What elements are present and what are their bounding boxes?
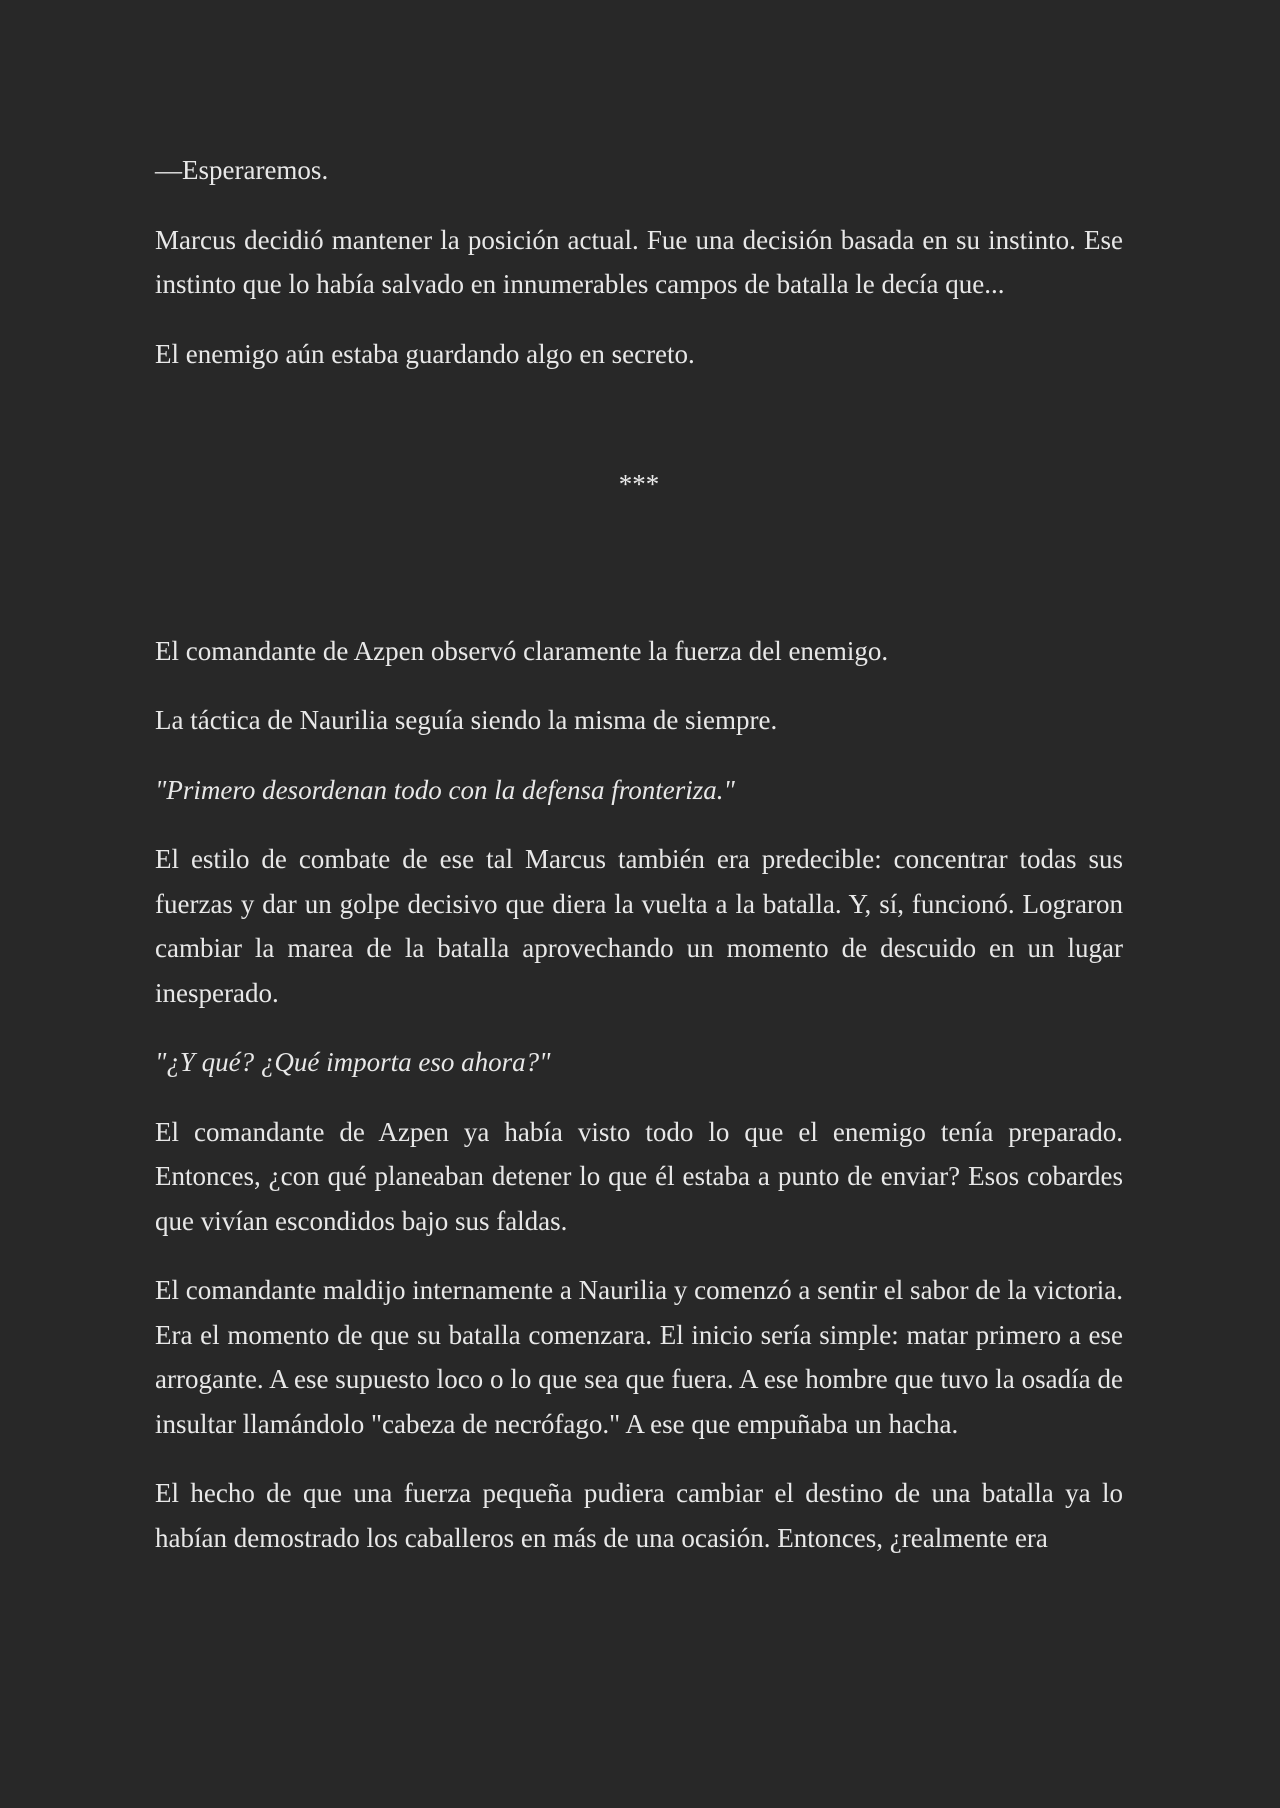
- reader-page: [155, 148, 1123, 1585]
- italic-thought: "Primero desordenan todo con la defensa fronteriza.": [155, 774, 735, 805]
- paragraph: El comandante maldijo internamente a Naurilia y comenzó a sentir el sabor de la victoria. Era el momento de que su batalla comenzara. El inicio sería simple: matar primero a ese arrogante. A ese supuesto loco o lo que sea que fuera. A ese hombre que tuvo la osadía de insultar llamándolo "cabeza de necrófago." A ese que empuñaba un hacha.: [155, 1275, 1123, 1439]
- paragraph: El enemigo aún estaba guardando algo en secreto.: [155, 338, 695, 369]
- paragraph: Marcus decidió mantener la posición actual. Fue una decisión basada en su instinto. Ese instinto que lo había salvado en innumerables campos de batalla le decía que...: [155, 224, 1123, 299]
- paragraph: El comandante de Azpen ya había visto todo lo que el enemigo tenía preparado. Entonces, ¿con qué planeaban detener lo que él estaba a punto de enviar? Esos cobardes que vivían escondidos bajo sus faldas.: [155, 1116, 1123, 1236]
- paragraph: El comandante de Azpen observó claramente la fuerza del enemigo.: [155, 635, 889, 666]
- paragraph: El estilo de combate de ese tal Marcus también era predecible: concentrar todas sus fuerzas y dar un golpe decisivo que diera la vuelta a la batalla. Y, sí, funcionó. Lograron cambiar la marea de la batalla aprovechando un momento de descuido en un lugar inesperado.: [155, 844, 1123, 1008]
- paragraph: La táctica de Naurilia seguía siendo la misma de siempre.: [155, 705, 778, 735]
- italic-thought: "¿Y qué? ¿Qué importa eso ahora?": [155, 1047, 551, 1077]
- scene-break: ***: [618, 469, 660, 499]
- paragraph: El hecho de que una fuerza pequeña pudiera cambiar el destino de una batalla ya lo habían demostrado los caballeros en más de una ocasión. Entonces, ¿realmente era: [155, 1478, 1123, 1553]
- paragraph: —Esperaremos.: [155, 155, 329, 185]
